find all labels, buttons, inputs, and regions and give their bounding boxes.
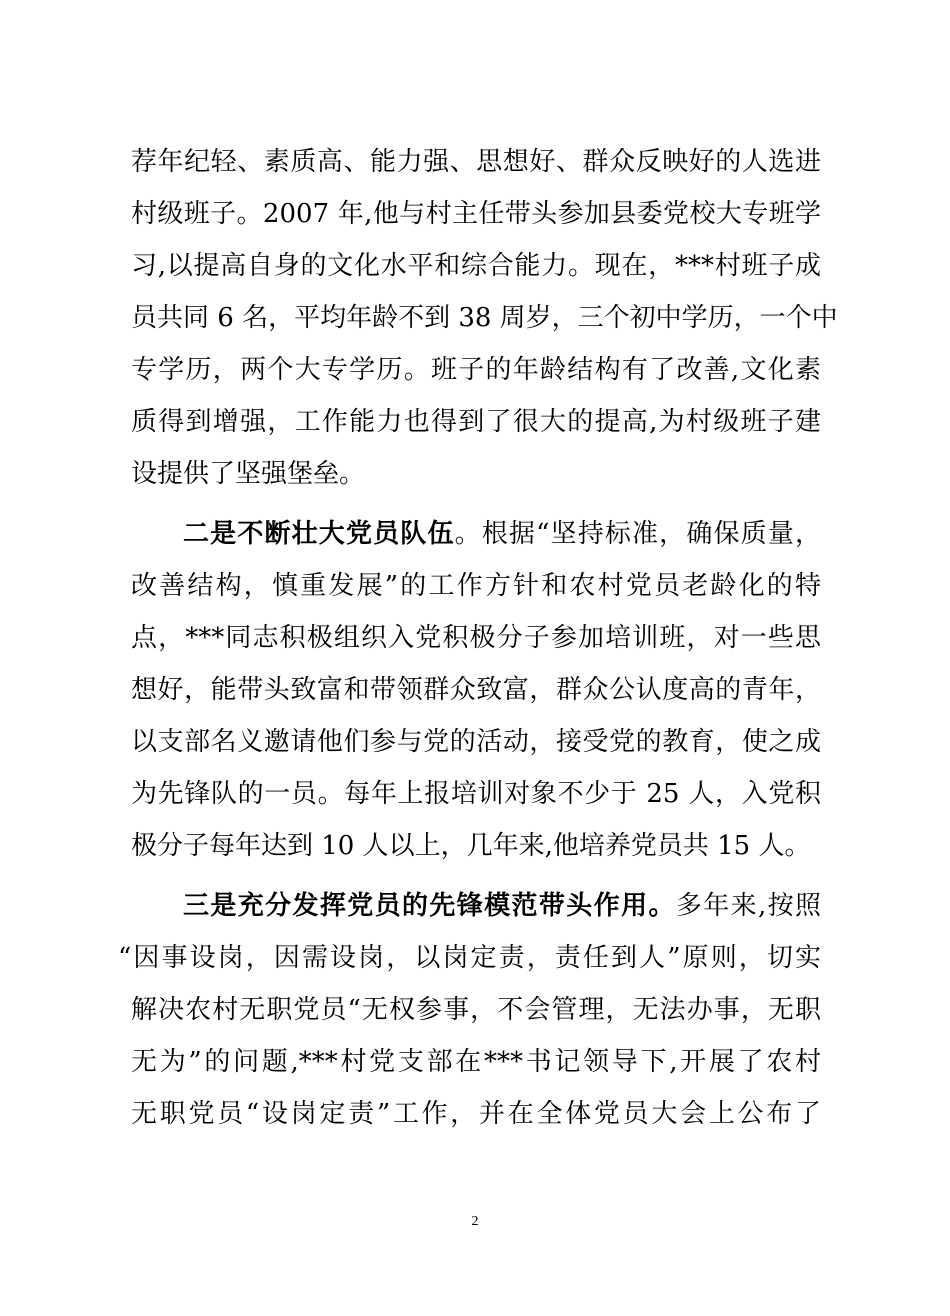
paragraph-1-line-2: 村级班子。2007 年,他与村主任带头参加县委党校大专班学 — [131, 199, 821, 229]
paragraph-2-line-7: 极分子每年达到 10 人以上，几年来,他培养党员共 15 人。 — [131, 831, 811, 861]
paragraph-2-line-6: 为先锋队的一员。每年上报培训对象不少于 25 人，入党积 — [131, 779, 821, 809]
paragraph-1-line-6: 质得到增强，工作能力也得到了很大的提高,为村级班子建 — [131, 407, 821, 437]
paragraph-2-line-5: 以支部名义邀请他们参与党的活动，接受党的教育，使之成 — [131, 727, 821, 757]
paragraph-2-line-3: 点，***同志积极组织入党积极分子参加培训班，对一些思 — [131, 623, 821, 653]
paragraph-3-line-2: “因事设岗，因需设岗，以岗定责，责任到人”原则，切实 — [118, 943, 821, 973]
paragraph-2-line-1 — [183, 512, 821, 556]
paragraph-3-line-1 — [183, 884, 821, 928]
page-number: 2 — [471, 1214, 479, 1229]
paragraph-3-line-3: 解决农村无职党员“无权参事，不会管理，无法办事，无职 — [131, 995, 821, 1025]
paragraph-2-first-line-rest: 。根据“坚持标准，确保质量， — [454, 519, 821, 549]
paragraph-3-line-4: 无为”的问题,***村党支部在***书记领导下,开展了农村 — [131, 1047, 821, 1077]
paragraph-2-heading: 二是不断壮大党员队伍 — [183, 519, 455, 549]
paragraph-1-line-5: 专学历，两个大专学历。班子的年龄结构有了改善,文化素 — [131, 355, 821, 385]
paragraph-3-line-5: 无职党员“设岗定责”工作，并在全体党员大会上公布了 — [131, 1099, 821, 1129]
paragraph-2-line-2: 改善结构，慎重发展”的工作方针和农村党员老龄化的特 — [131, 571, 821, 601]
paragraph-3-heading: 三是充分发挥党员的先锋模范带头作用。 — [183, 891, 676, 921]
paragraph-1-line-1: 荐年纪轻、素质高、能力强、思想好、群众反映好的人选进 — [131, 147, 821, 177]
paragraph-2-line-4: 想好，能带头致富和带领群众致富，群众公认度高的青年， — [131, 675, 821, 705]
paragraph-1-line-3: 习,以提高自身的文化水平和综合能力。现在，***村班子成 — [131, 251, 821, 281]
paragraph-1-line-7: 设提供了坚强堡垒。 — [131, 459, 366, 489]
paragraph-3-first-line-rest: 多年来,按照 — [675, 891, 821, 921]
paragraph-1-line-4: 员共同 6 名，平均年龄不到 38 周岁，三个初中学历，一个中 — [131, 303, 838, 333]
